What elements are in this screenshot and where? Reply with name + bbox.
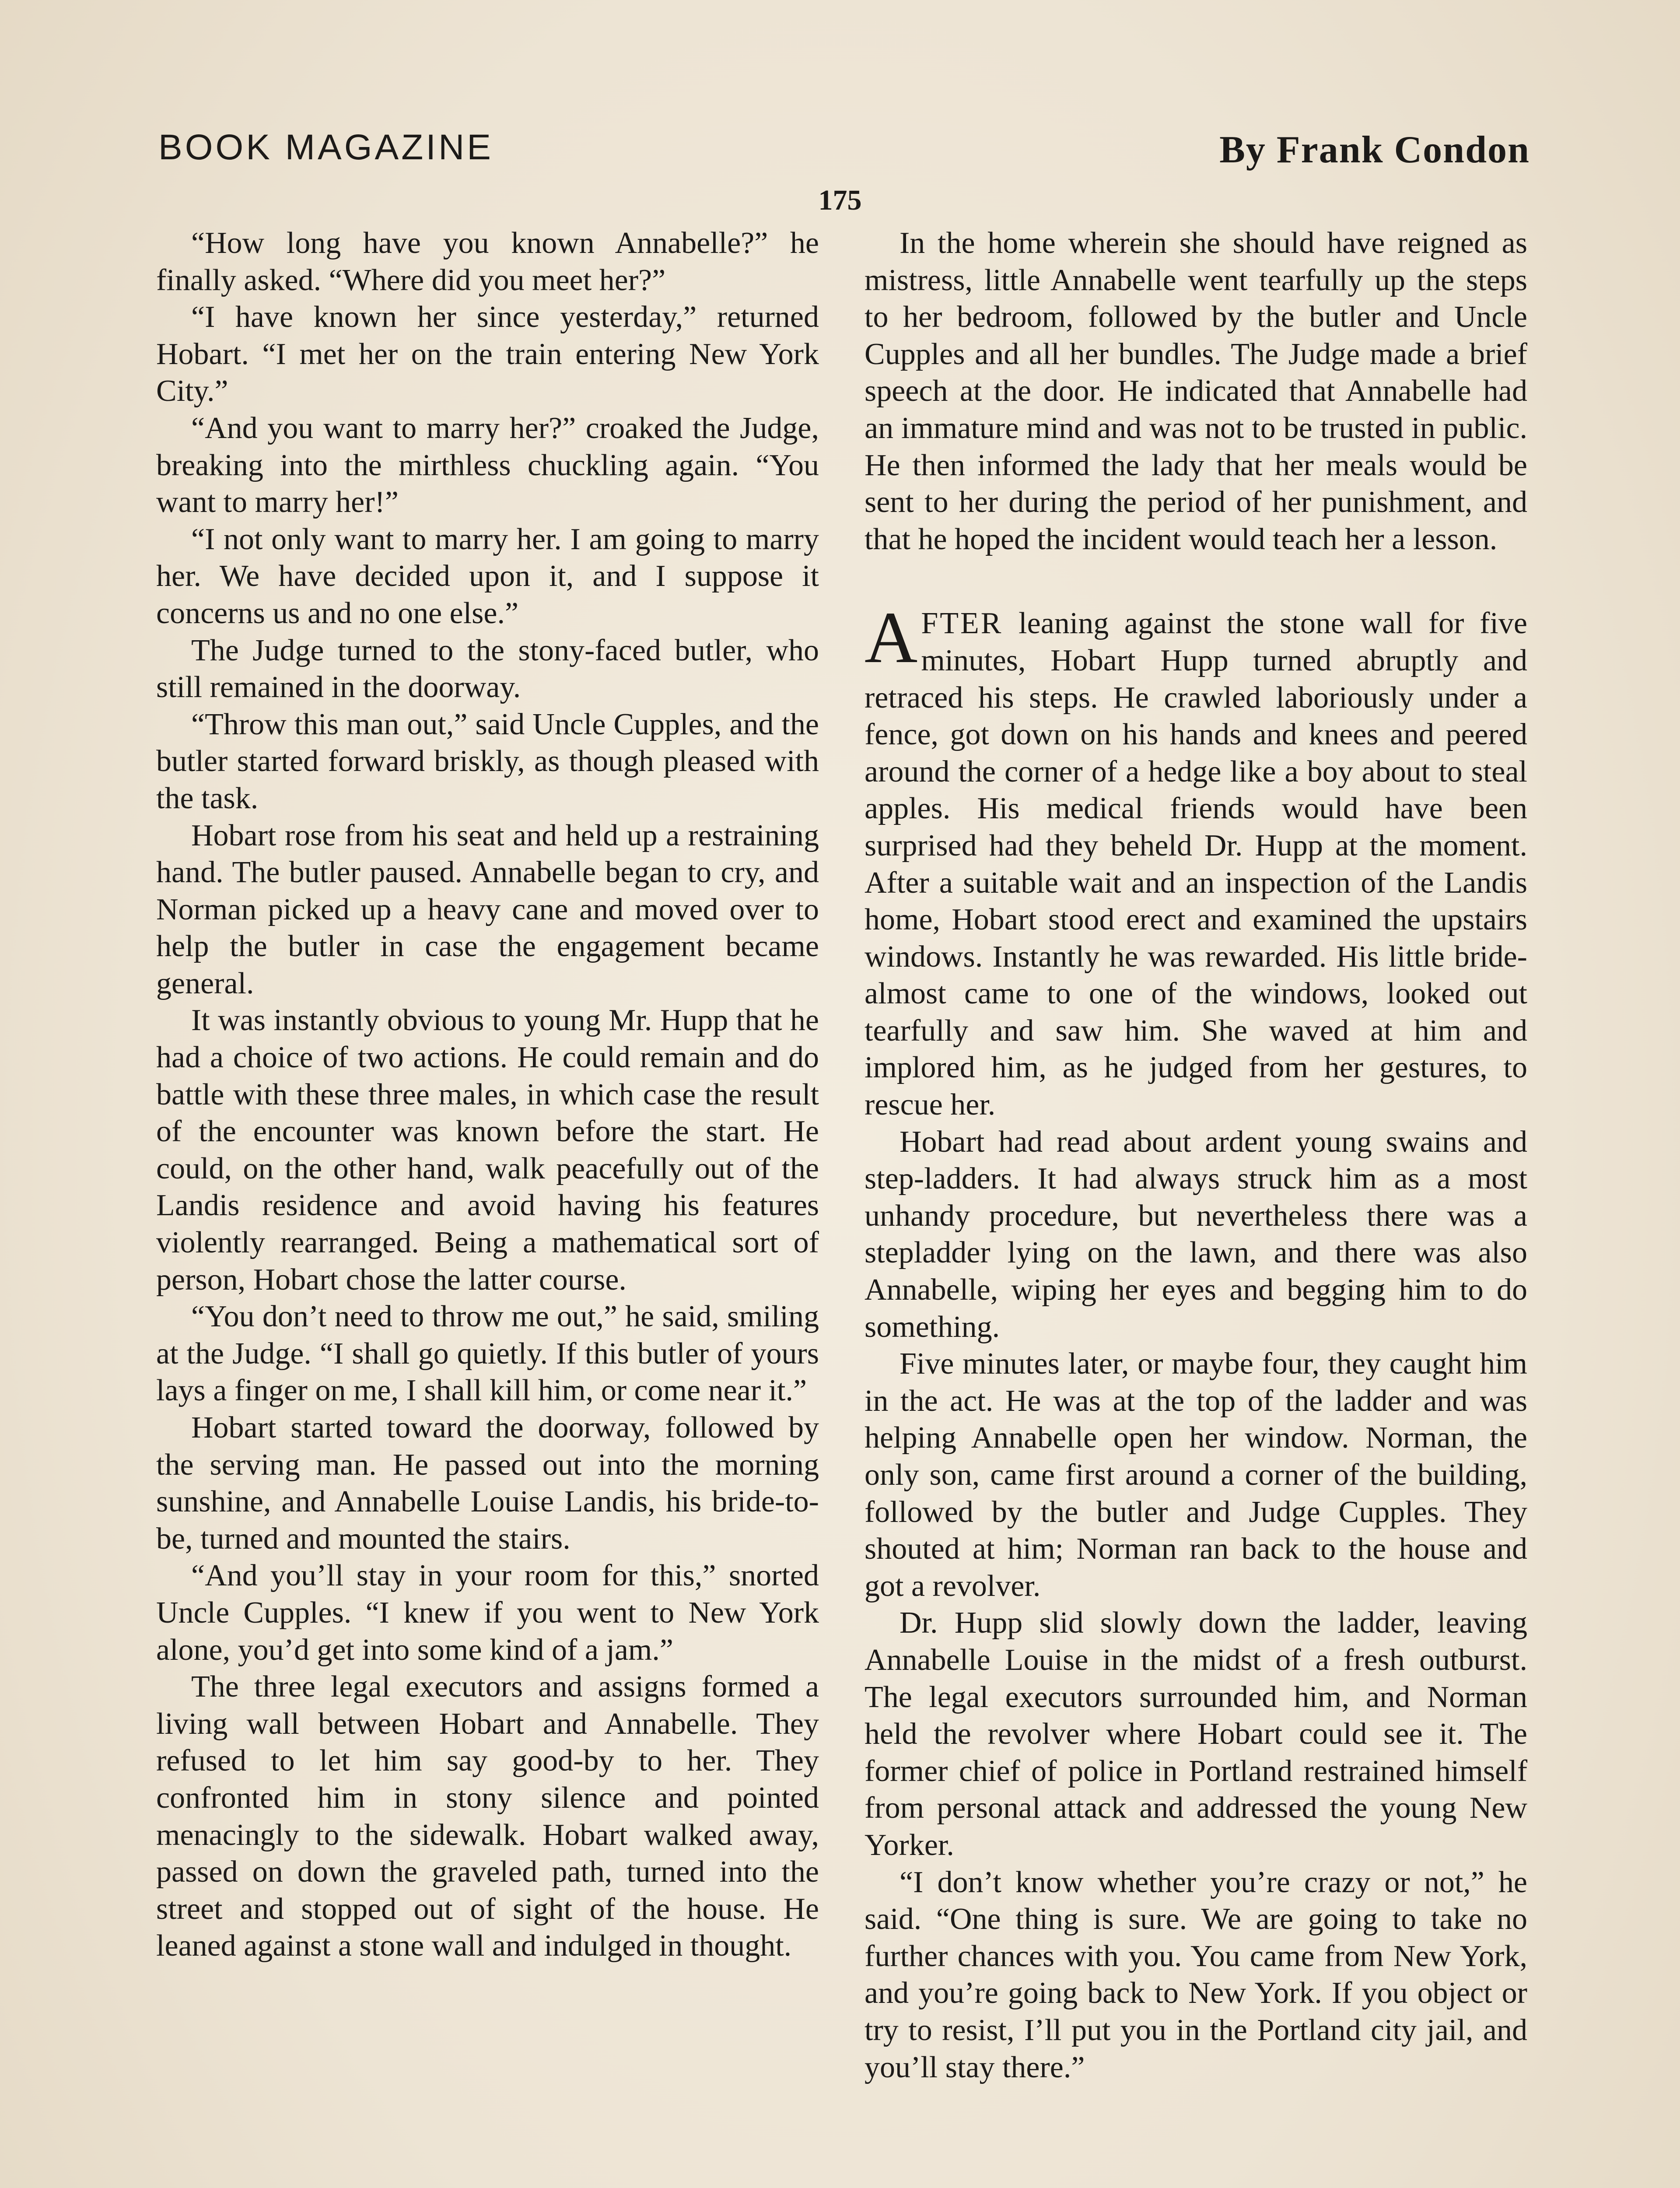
right-paragraph: Five minutes later, or maybe four, they caught him in the act. He was at the top of the ladder and was helping Annabelle open her window. Norman, the only son, came first around a corner of the building, followed by the butler and Judge Cupples. They shouted at him; Norman ran back to the house and got a revolver. (864, 1347, 1527, 1603)
page-number: 175 (818, 184, 862, 216)
right-paragraph: In the home wherein she should have reigned as mistress, little Annabelle went tearfully up the steps to her bedroom, followed by the butler and Uncle Cupples and all her bundles. The Judge made a brief speech at the door. He indicated that Annabelle had an immature mind and was not to be trusted in public. He then informed the lady that her meals would be sent to her during the period of her punishment, and that he hoped the incident would teach her a lesson. (864, 226, 1527, 556)
left-paragraph: It was instantly obvious to young Mr. Hupp that he had a choice of two actions. He could remain and do battle with these three males, in which case the result of the encounter was known before the start. He could, on the other hand, walk peacefully out of the Landis residence and avoid having his features violently rearranged. Being a mathematical sort of person, Hobart chose the latter course. (156, 1003, 819, 1297)
left-paragraph: “How long have you known Annabelle?” he finally asked. “Where did you meet her?” (156, 226, 819, 297)
left-paragraph: “I have known her since yesterday,” returned Hobart. “I met her on the train entering New York City.” (156, 300, 819, 408)
left-paragraph: The three legal executors and assigns formed a living wall between Hobart and Annabelle. They refused to let him say good-by to her. They confronted him in stony silence and pointed menacingly to the sidewalk. Hobart walked away, passed on down the graveled path, turned into the street and stopped out of sight of the house. He leaned against a stone wall and indulged in thought. (156, 1670, 819, 1963)
left-column (156, 225, 819, 1965)
left-paragraph: “Throw this man out,” said Uncle Cupples, and the butler started forward briskly, as though pleased with the task. (156, 707, 819, 815)
right-column (864, 225, 1527, 2086)
author-byline: By Frank Condon (1219, 129, 1530, 171)
left-paragraph: Hobart rose from his seat and held up a restraining hand. The butler paused. Annabelle began to cry, and Norman picked up a heavy cane and moved over to help the butler in case the engagement became general. (156, 818, 819, 1000)
left-paragraph: The Judge turned to the stony-faced butler, who still remained in the doorway. (156, 633, 819, 705)
left-paragraph: “And you’ll stay in your room for this,” snorted Uncle Cupples. “I knew if you went to New York alone, you’d get into some kind of a jam.” (156, 1559, 819, 1667)
section-opening-text: leaning against the stone wall for five minutes, Hobart Hupp turned abruptly and retraced his steps. He crawled laboriously under a fence, got down on his hands and knees and peered around the corner of a hedge like a boy about to steal apples. His medical friends would have been surprised had they beheld Dr. Hupp at the moment. After a suitable wait and an inspection of the Landis home, Hobart stood erect and examined the upstairs windows. Instantly he was rewarded. His little bride-almost came to one of the windows, looked out tearfully and saw him. She waved at him and implored him, as he judged from her gestures, to rescue her. (864, 607, 1527, 1122)
right-paragraph: Hobart had read about ardent young swains and step-ladders. It had always struck him as a most unhandy procedure, but nevertheless there was a stepladder lying on the lawn, and there was also Annabelle, wiping her eyes and begging him to do something. (864, 1125, 1527, 1344)
page-header (158, 127, 1530, 175)
drop-cap: A (864, 597, 918, 679)
left-paragraph: Hobart started toward the doorway, followed by the serving man. He passed out into the morning sunshine, and Annabelle Louise Landis, his bride-to-be, turned and mounted the stairs. (156, 1411, 819, 1556)
right-paragraph: Dr. Hupp slid slowly down the ladder, leaving Annabelle Louise in the midst of a fresh outburst. The legal executors surrounded him, and Norman held the revolver where Hobart could see it. The former chief of police in Portland restrained himself from personal attack and addressed the young New Yorker. (864, 1606, 1527, 1862)
left-paragraph: “I not only want to marry her. I am going to marry her. We have decided upon it, and I suppose it concerns us and no one else.” (156, 522, 819, 630)
magazine-title: BOOK MAGAZINE (158, 127, 494, 167)
left-paragraph: “You don’t need to throw me out,” he said, smiling at the Judge. “I shall go quietly. If this butler of yours lays a finger on me, I shall kill him, or come near it.” (156, 1300, 819, 1408)
section-opening-paragraph (864, 597, 1527, 1123)
right-paragraph: “I don’t know whether you’re crazy or not,” he said. “One thing is sure. We are going to take no further chances with you. You came from New York, and you’re going back to New York. If you object or try to resist, I’ll put you in the Portland city jail, and you’ll stay there.” (864, 1865, 1527, 2084)
lead-in-caps: FTER (921, 607, 1003, 641)
left-paragraph: “And you want to marry her?” croaked the Judge, breaking into the mirthless chuckling again. “You want to marry her!” (156, 411, 819, 519)
